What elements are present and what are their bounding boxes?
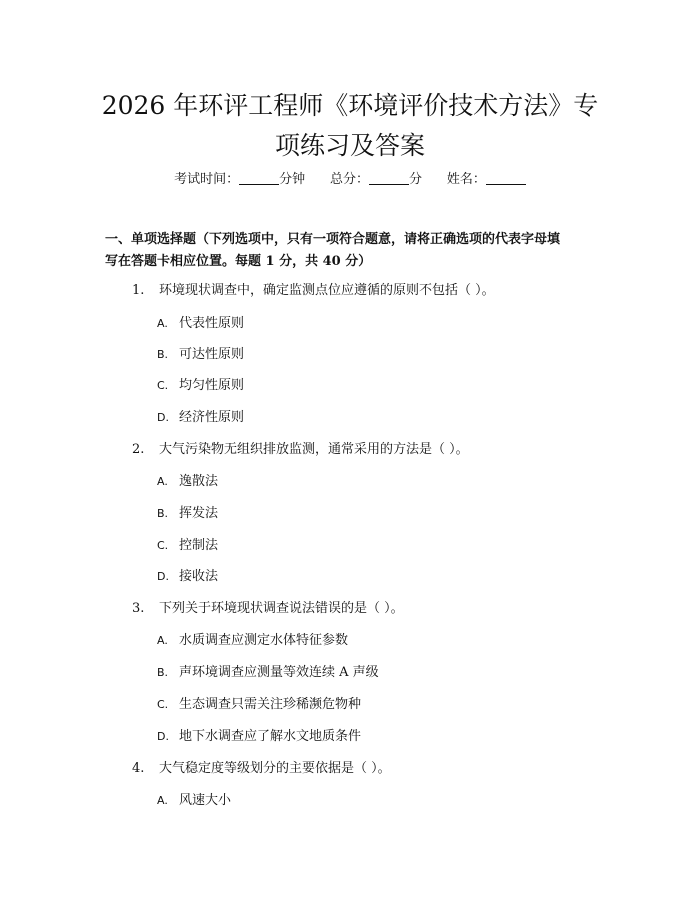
name-blank bbox=[486, 172, 526, 185]
option-text: 逸散法 bbox=[179, 474, 219, 489]
question-1-option-c bbox=[157, 377, 244, 395]
option-letter: D. bbox=[157, 730, 169, 743]
question-number: 2. bbox=[132, 442, 145, 457]
exam-time-label: 考试时间： bbox=[174, 172, 240, 187]
question-3-option-c bbox=[157, 696, 361, 714]
option-text: 风速大小 bbox=[179, 793, 232, 808]
document-title-line1: 2026 年环评工程师《环境评价技术方法》专 bbox=[101, 91, 599, 120]
option-text: 声环境调查应测量等效连续 A 声级 bbox=[179, 665, 379, 680]
total-score-unit: 分 bbox=[409, 172, 423, 187]
option-text: 经济性原则 bbox=[179, 410, 245, 425]
option-letter: D. bbox=[157, 411, 169, 424]
exam-time-blank bbox=[239, 172, 279, 185]
total-score-blank bbox=[369, 172, 409, 185]
total-score-label: 总分： bbox=[329, 172, 369, 187]
option-letter: C. bbox=[157, 379, 169, 392]
question-1-option-a bbox=[157, 315, 244, 333]
exam-info-line bbox=[0, 168, 700, 187]
question-3-option-d bbox=[157, 728, 361, 746]
option-text: 接收法 bbox=[179, 569, 219, 584]
option-text: 地下水调查应了解水文地质条件 bbox=[179, 729, 362, 744]
option-text: 生态调查只需关注珍稀濒危物种 bbox=[179, 697, 362, 712]
option-letter: C. bbox=[157, 539, 169, 552]
option-text: 水质调查应测定水体特征参数 bbox=[179, 633, 349, 648]
option-letter: C. bbox=[157, 698, 169, 711]
section-heading-line1: 一、单项选择题（下列选项中，只有一项符合题意，请将正确选项的代表字母填 bbox=[105, 232, 561, 247]
question-2-option-d bbox=[157, 568, 218, 586]
question-number: 1. bbox=[132, 283, 145, 298]
question-1-option-b bbox=[157, 346, 244, 364]
question-4-option-a bbox=[157, 792, 231, 810]
option-text: 挥发法 bbox=[179, 506, 219, 521]
option-letter: B. bbox=[157, 348, 169, 361]
option-text: 均匀性原则 bbox=[179, 378, 245, 393]
option-letter: A. bbox=[157, 794, 168, 807]
option-text: 代表性原则 bbox=[179, 316, 245, 331]
option-letter: D. bbox=[157, 570, 169, 583]
question-1 bbox=[132, 282, 495, 300]
option-text: 可达性原则 bbox=[179, 347, 245, 362]
question-3 bbox=[132, 600, 404, 618]
document-title-line2: 项练习及答案 bbox=[274, 131, 425, 160]
option-letter: A. bbox=[157, 317, 168, 330]
question-1-option-d bbox=[157, 409, 244, 427]
question-3-option-a bbox=[157, 632, 348, 650]
question-3-option-b bbox=[157, 664, 379, 682]
option-letter: B. bbox=[157, 666, 169, 679]
question-text: 大气稳定度等级划分的主要依据是（ ）。 bbox=[159, 761, 391, 776]
question-2 bbox=[132, 441, 469, 459]
question-text: 环境现状调查中，确定监测点位应遵循的原则不包括（ ）。 bbox=[159, 283, 495, 298]
question-text: 下列关于环境现状调查说法错误的是（ ）。 bbox=[159, 601, 404, 616]
question-2-option-b bbox=[157, 505, 218, 523]
exam-time-unit: 分钟 bbox=[279, 172, 306, 187]
option-letter: A. bbox=[157, 634, 168, 647]
question-2-option-c bbox=[157, 537, 218, 555]
question-number: 4. bbox=[132, 761, 145, 776]
section-heading-line2: 写在答题卡相应位置。每题 1 分，共 40 分） bbox=[105, 254, 372, 269]
question-2-option-a bbox=[157, 473, 218, 491]
option-letter: A. bbox=[157, 475, 168, 488]
option-text: 控制法 bbox=[179, 538, 219, 553]
option-letter: B. bbox=[157, 507, 169, 520]
name-label: 姓名： bbox=[446, 172, 486, 187]
question-4 bbox=[132, 760, 391, 778]
question-number: 3. bbox=[132, 601, 145, 616]
question-text: 大气污染物无组织排放监测，通常采用的方法是（ ）。 bbox=[159, 442, 469, 457]
